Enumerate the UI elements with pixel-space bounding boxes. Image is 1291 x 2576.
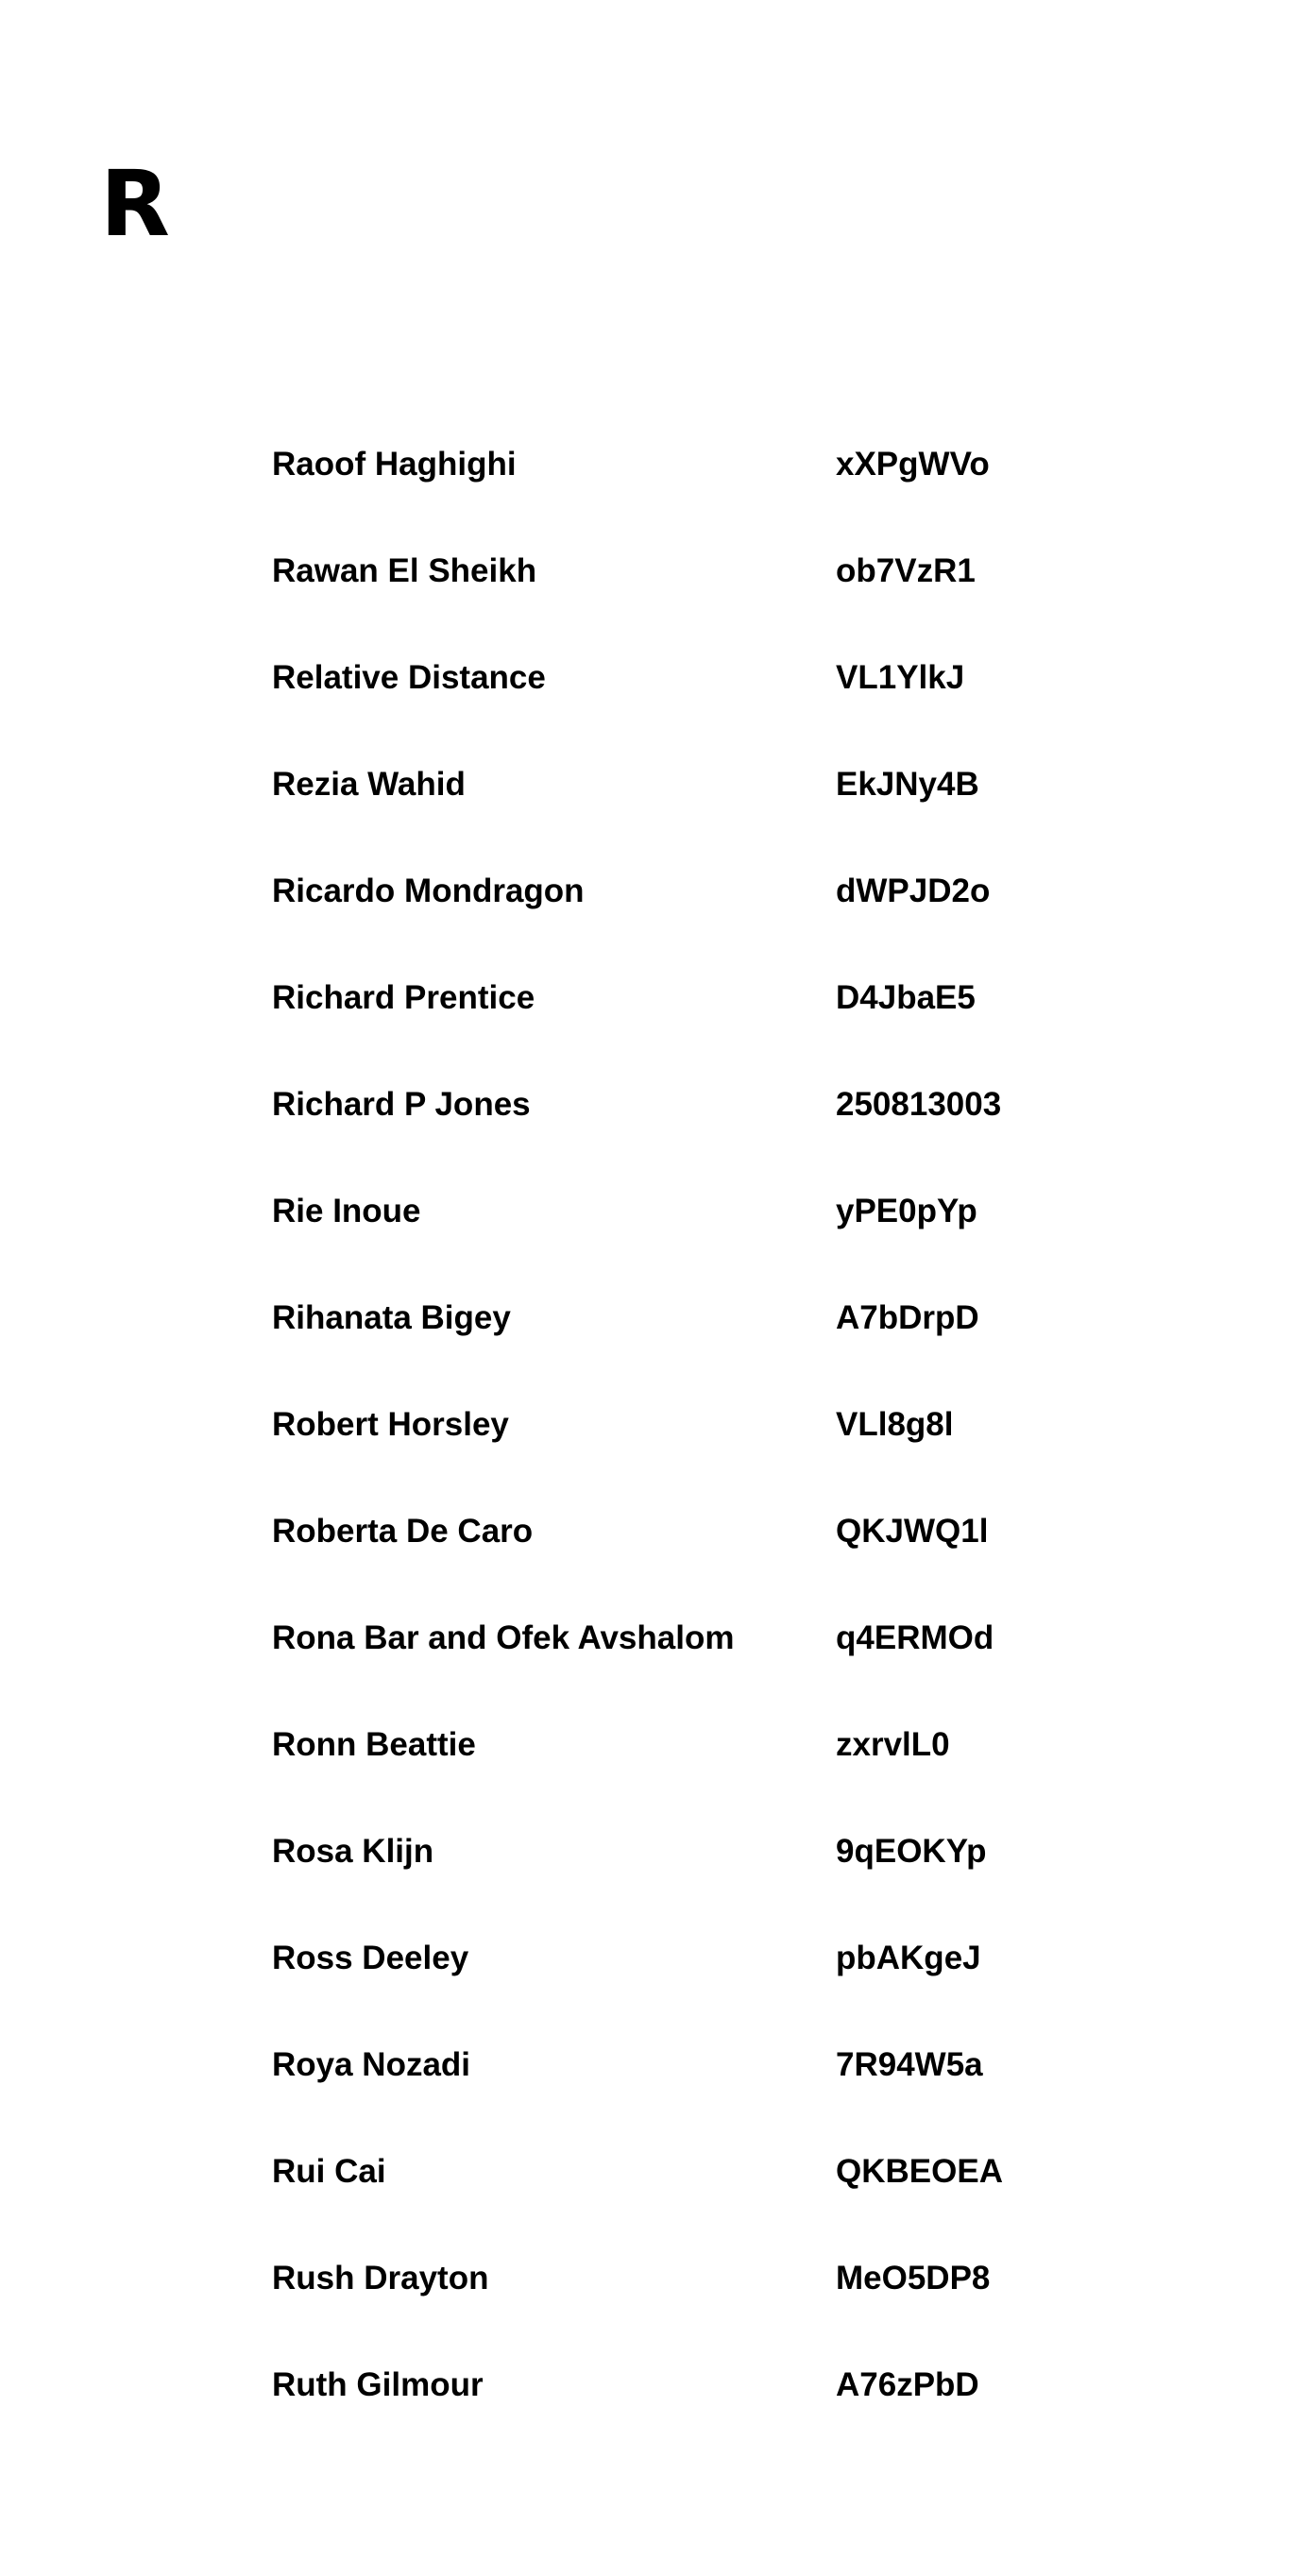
- list-item: [272, 1193, 1216, 1299]
- entry-code: pbAKgeJ: [836, 1940, 981, 1976]
- list-item: [272, 446, 1216, 552]
- list-item: [272, 1513, 1216, 1619]
- entry-code: q4ERMOd: [836, 1619, 994, 1656]
- entry-code: A7bDrpD: [836, 1299, 979, 1336]
- list-item: [272, 1619, 1216, 1726]
- entry-name: Ross Deeley: [272, 1940, 469, 1976]
- list-item: [272, 1833, 1216, 1940]
- entry-name: Rui Cai: [272, 2153, 386, 2190]
- entry-code: 7R94W5a: [836, 2046, 983, 2083]
- list-item: [272, 766, 1216, 873]
- entry-code: 250813003: [836, 1086, 1002, 1123]
- entry-name: Raoof Haghighi: [272, 446, 517, 483]
- list-item: [272, 2046, 1216, 2153]
- entry-code: A76zPbD: [836, 2366, 979, 2403]
- list-item: [272, 2153, 1216, 2260]
- list-item: [272, 1726, 1216, 1833]
- entry-name: Rush Drayton: [272, 2260, 489, 2296]
- section-letter-heading: R: [100, 151, 170, 257]
- entry-name: Ricardo Mondragon: [272, 873, 585, 909]
- entry-name: Rihanata Bigey: [272, 1299, 511, 1336]
- list-item: [272, 2260, 1216, 2366]
- entry-name: Rezia Wahid: [272, 766, 466, 803]
- entry-name: Rie Inoue: [272, 1193, 421, 1229]
- list-item: [272, 659, 1216, 766]
- entry-code: D4JbaE5: [836, 979, 976, 1016]
- entry-code: VL1YlkJ: [836, 659, 965, 696]
- entry-code: dWPJD2o: [836, 873, 991, 909]
- list-item: [272, 2366, 1216, 2473]
- entry-code: yPE0pYp: [836, 1193, 977, 1229]
- entry-code: QKJWQ1l: [836, 1513, 989, 1550]
- entry-name: Ronn Beattie: [272, 1726, 476, 1763]
- entry-code: 9qEOKYp: [836, 1833, 987, 1870]
- entry-code: MeO5DP8: [836, 2260, 991, 2296]
- list-item: [272, 1940, 1216, 2046]
- entry-name: Rawan El Sheikh: [272, 552, 537, 589]
- entry-code: ob7VzR1: [836, 552, 976, 589]
- entry-name: Ruth Gilmour: [272, 2366, 484, 2403]
- entry-name: Rona Bar and Ofek Avshalom: [272, 1619, 735, 1656]
- entry-name: Rosa Klijn: [272, 1833, 434, 1870]
- entry-name: Roberta De Caro: [272, 1513, 534, 1550]
- list-item: [272, 1406, 1216, 1513]
- entry-name: Richard Prentice: [272, 979, 535, 1016]
- entry-code: VLl8g8l: [836, 1406, 954, 1443]
- list-item: [272, 873, 1216, 979]
- entry-name: Roya Nozadi: [272, 2046, 471, 2083]
- entry-code: xXPgWVo: [836, 446, 990, 483]
- list-item: [272, 552, 1216, 659]
- entry-code: QKBEOEA: [836, 2153, 1003, 2190]
- entry-code: zxrvlL0: [836, 1726, 950, 1763]
- entry-name: Relative Distance: [272, 659, 546, 696]
- entry-name: Robert Horsley: [272, 1406, 509, 1443]
- entry-name: Richard P Jones: [272, 1086, 531, 1123]
- list-item: [272, 1086, 1216, 1193]
- entries-list: [272, 446, 1216, 2473]
- list-item: [272, 979, 1216, 1086]
- entry-code: EkJNy4B: [836, 766, 979, 803]
- list-item: [272, 1299, 1216, 1406]
